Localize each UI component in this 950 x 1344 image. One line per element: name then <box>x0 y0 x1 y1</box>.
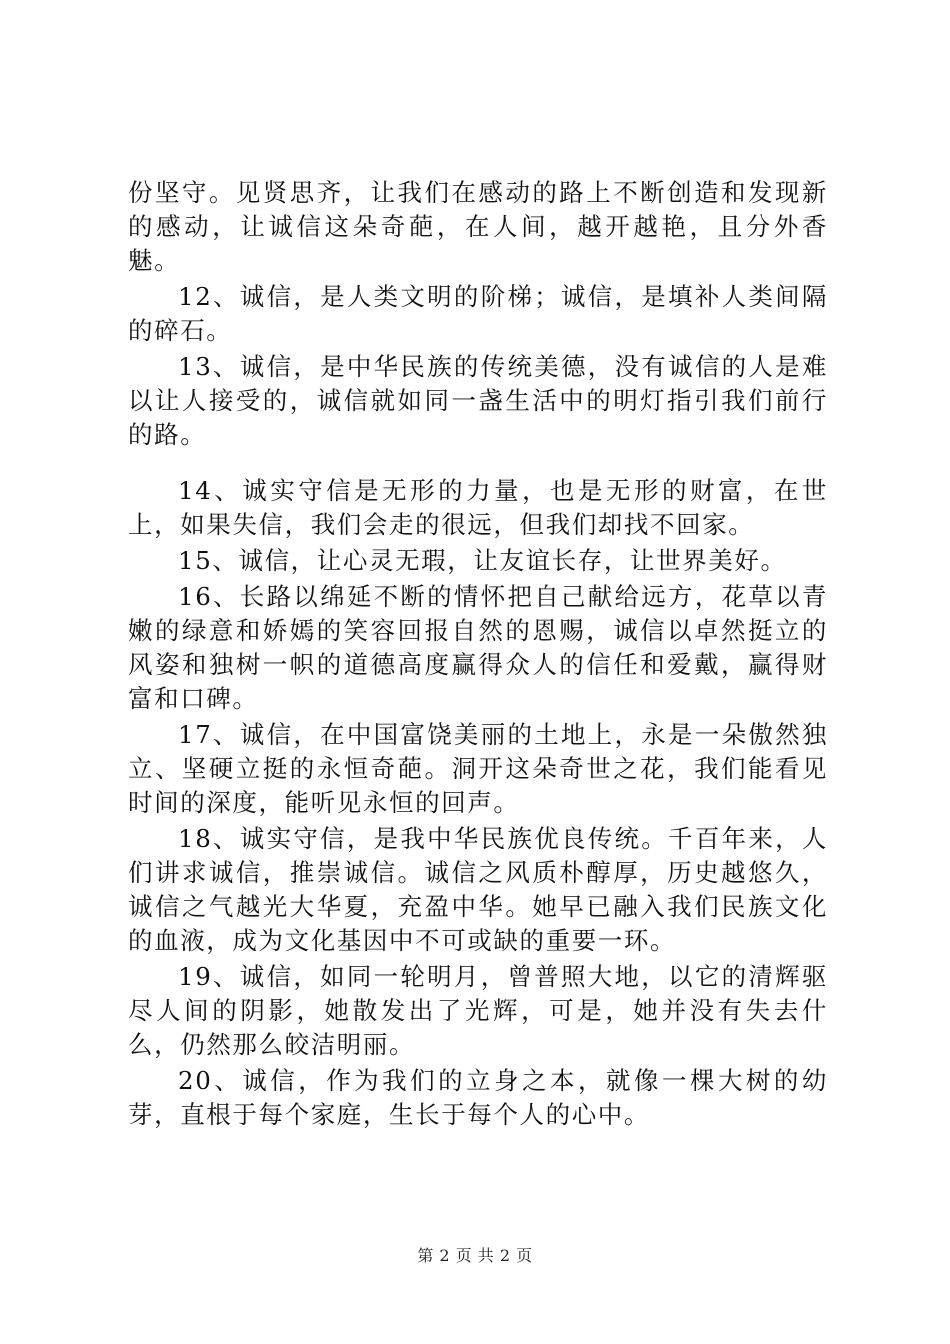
paragraph-12: 12、诚信，是人类文明的阶梯；诚信，是填补人类间隔的碎石。 <box>128 282 828 345</box>
paragraph-19: 19、诚信，如同一轮明月，曾普照大地，以它的清辉驱尽人间的阴影，她散发出了光辉，可是，她并没有失去什么，仍然那么皎洁明丽。 <box>128 962 828 1059</box>
paragraph-20: 20、诚信，作为我们的立身之本，就像一棵大树的幼芽，直根于每个家庭，生长于每个人的心中。 <box>128 1066 828 1129</box>
paragraph-18: 18、诚实守信，是我中华民族优良传统。千百年来，人们讲求诚信，推崇诚信。诚信之风质朴醇厚，历史越悠久，诚信之气越光大华夏，充盈中华。她早已融入我们民族文化的血液，成为文化基因中不可或缺的重要一环。 <box>128 824 828 955</box>
paragraph-15: 15、诚信，让心灵无瑕，让友谊长存，让世界美好。 <box>178 546 787 575</box>
paragraph-continuation: 份坚守。见贤思齐，让我们在感动的路上不断创造和发现新的感动，让诚信这朵奇葩，在人间，越开越艳，且分外香魅。 <box>128 178 828 275</box>
paragraph-17: 17、诚信，在中国富饶美丽的土地上，永是一朵傲然独立、坚硬立挺的永恒奇葩。洞开这朵奇世之花，我们能看见时间的深度，能听见永恒的回声。 <box>128 720 828 817</box>
paragraph-13: 13、诚信，是中华民族的传统美德，没有诚信的人是难以让人接受的，诚信就如同一盏生活中的明灯指引我们前行的路。 <box>128 352 828 449</box>
page-footer <box>0 1243 950 1266</box>
page-number-label: 第 2 页 共 2 页 <box>417 1246 533 1265</box>
document-body <box>128 176 828 1134</box>
paragraph-16: 16、长路以绵延不断的情怀把自己献给远方，花草以青嫩的绿意和娇嫣的笑容回报自然的恩赐，诚信以卓然挺立的风姿和独树一帜的道德高度赢得众人的信任和爱戴，赢得财富和口碑。 <box>128 582 828 713</box>
paragraph-14: 14、诚实守信是无形的力量，也是无形的财富，在世上，如果失信，我们会走的很远，但我们却找不回家。 <box>128 476 828 539</box>
